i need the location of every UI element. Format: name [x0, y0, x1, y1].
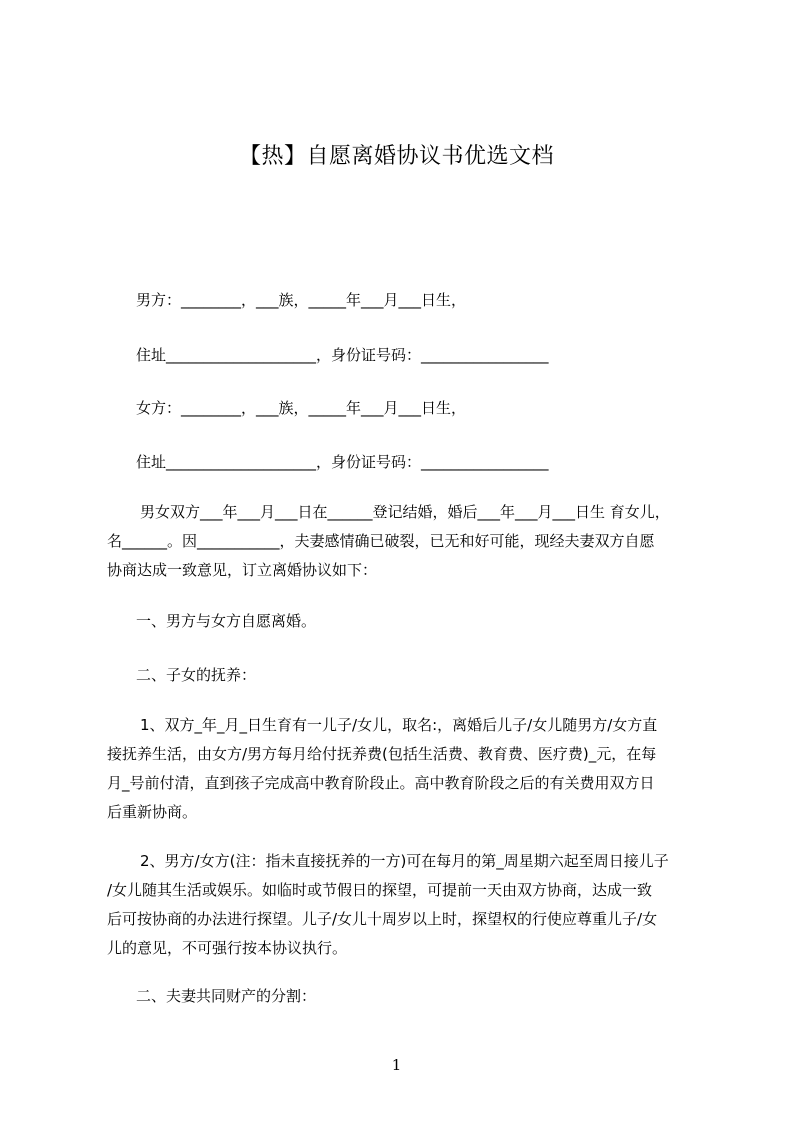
page-number: 1: [391, 1056, 402, 1074]
woman-info-line: 女方：________，___族，_____年___月___日生，: [136, 399, 467, 417]
section-heading: 一、男方与女方自愿离婚。: [136, 612, 317, 630]
intro-line: 协商达成一致意见，订立离婚协议如下：: [107, 561, 378, 579]
clause-line: 2、男方/女方(注：指未直接抚养的一方)可在每月的第_周星期六起至周日接儿子: [140, 852, 669, 870]
clause-line: 月_号前付清，直到孩子完成高中教育阶段止。高中教育阶段之后的有关费用双方日: [107, 774, 655, 792]
intro-paragraph: [107, 498, 670, 585]
man-info-line: 男方：________，___族，_____年___月___日生，: [136, 291, 467, 309]
clause-line: 后重新协商。: [107, 803, 198, 821]
man-address-line: 住址____________________，身份证号码：_________________: [136, 346, 549, 364]
woman-address-line: 住址____________________，身份证号码：_________________: [136, 453, 549, 471]
clause-line: /女儿随其生活或娱乐。如临时或节假日的探望，可提前一天由双方协商，达成一致: [107, 881, 653, 899]
clause-line: 1、双方_年_月_日生育有一儿子/女儿，取名:，离婚后儿子/女儿随男方/女方直: [140, 716, 658, 734]
clause-paragraph: [107, 711, 657, 827]
intro-line: 男女双方___年___月___日在______登记结婚，婚后___年___月___日生 育女儿，: [140, 503, 670, 521]
section-heading: 二、子女的抚养：: [136, 666, 257, 684]
page-title: 【热】自愿离婚协议书优选文档: [238, 144, 554, 169]
clause-line: 儿的意见，不可强行按本协议执行。: [107, 939, 348, 957]
clause-paragraph: [107, 847, 669, 963]
intro-line: 名______。因___________，夫妻感情确已破裂，已无和好可能，现经夫妻双方自愿: [107, 532, 655, 550]
clause-line: 接抚养生活，由女方/男方每月给付抚养费(包括生活费、教育费、医疗费)_元，在每: [107, 745, 657, 763]
clause-line: 后可按协商的办法进行探望。儿子/女儿十周岁以上时，探望权的行使应尊重儿子/女: [107, 910, 658, 928]
section-heading: 二、夫妻共同财产的分割：: [136, 987, 317, 1005]
